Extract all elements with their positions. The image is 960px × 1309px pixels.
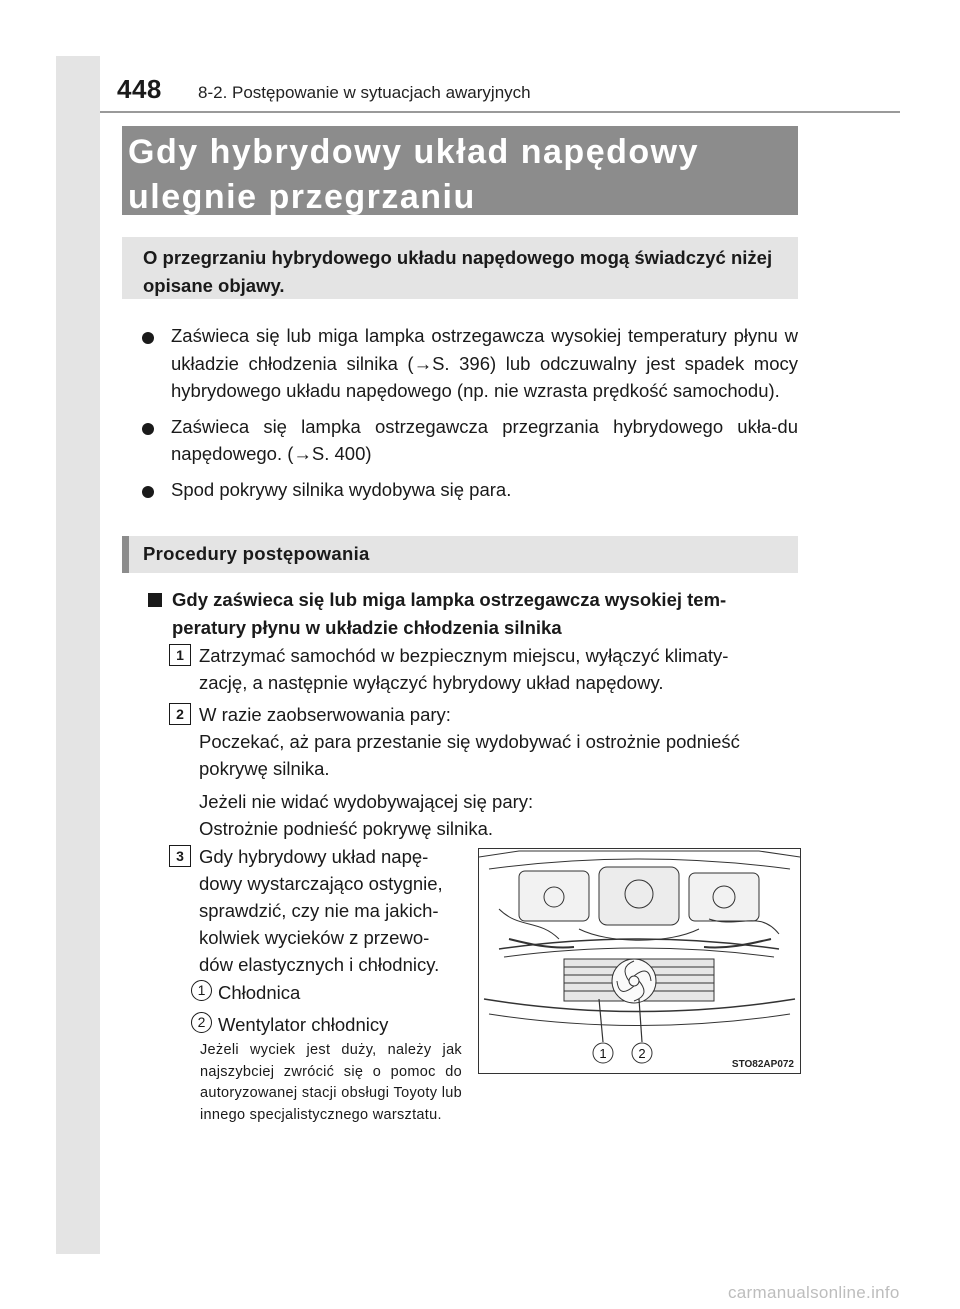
symptom-text-1: Zaświeca się lub miga lampka ostrzegawcza wysokiej temperatury płynu w układzie chłodzenia silnika (→S. 396) lub odczuwalny jest spadek mocy hybrydowego układu napędowego (np. nie wzrasta prędkość samochodu). [171, 325, 798, 401]
symptom-text-3: Spod pokrywy silnika wydobywa się para. [171, 478, 512, 500]
watermark: carmanualsonline.info [728, 1283, 900, 1302]
bullet-dot-icon [142, 332, 154, 344]
step-3-line-2: dowy wystarczająco ostygnie, [199, 873, 443, 894]
step-2-line-5: Ostrożnie podnieść pokrywę silnika. [199, 818, 494, 839]
list-item [130, 413, 798, 468]
step-3-line-3: sprawdzić, czy nie ma jakich- [199, 900, 439, 921]
figure-code: STO82AP072 [731, 1059, 794, 1070]
legend-number-1: 1 [191, 980, 212, 1001]
side-thumb-band [56, 56, 100, 1254]
step-2-line-3: pokrywę silnika. [199, 758, 330, 779]
header-divider [100, 111, 900, 113]
procedures-accent-bar [122, 536, 129, 573]
subsection-heading [148, 586, 798, 642]
intro-text: O przegrzaniu hybrydowego układu napędowego mogą świadczyć niżej opisane objawy. [143, 247, 773, 296]
step-2-line-1: W razie zaobserwowania pary: [199, 704, 451, 725]
section-breadcrumb: 8-2. Postępowanie w sytuacjach awaryjnych [198, 83, 531, 102]
step-number-2: 2 [169, 703, 191, 725]
page-title-line-2: ulegnie przegrzaniu [128, 178, 476, 216]
step-1-line-2: zację, a następnie wyłączyć hybrydowy układ napędowy. [199, 672, 664, 693]
step-number-3: 3 [169, 845, 191, 867]
symptom-list [130, 322, 798, 511]
figure-callout-2: 2 [638, 1046, 646, 1061]
symptom-text-2: Zaświeca się lampka ostrzegawcza przegrzania hybrydowego ukła-du napędowego. (→S. 400) [171, 415, 798, 464]
engine-bay-illustration [478, 848, 801, 1074]
step-2-line-4: Jeżeli nie widać wydobywającej się pary: [199, 791, 534, 812]
step-3-line-5: dów elastycznych i chłodnicy. [199, 954, 440, 975]
page-number: 448 [117, 74, 162, 104]
subsection-heading-text: Gdy zaświeca się lub miga lampka ostrzegawcza wysokiej tem-peratury płynu w układzie chłodzenia silnika [172, 589, 727, 638]
page-title-line-1: Gdy hybrydowy układ napędowy [128, 133, 699, 171]
list-item [130, 322, 798, 405]
step-number-1: 1 [169, 644, 191, 666]
legend-label-radiator-fan: Wentylator chłodnicy [218, 1014, 389, 1035]
bullet-dot-icon [142, 486, 154, 498]
step-3-line-1: Gdy hybrydowy układ napę- [199, 846, 429, 867]
leak-note: Jeżeli wyciek jest duży, należy jak najszybciej zwrócić się o pomoc do autoryzowanej stacji obsługi Toyoty lub innego specjalistycznego warsztatu. [200, 1042, 462, 1123]
square-bullet-icon [148, 593, 162, 607]
step-2-line-2: Poczekać, aż para przestanie się wydobywać i ostrożnie podnieść [199, 731, 740, 752]
step-1-line-1: Zatrzymać samochód w bezpiecznym miejscu, wyłączyć klimaty- [199, 645, 729, 666]
step-3-line-4: kolwiek wycieków z przewo- [199, 927, 430, 948]
bullet-dot-icon [142, 423, 154, 435]
page-title [128, 130, 788, 220]
legend-label-radiator: Chłodnica [218, 982, 301, 1003]
list-item [130, 476, 798, 504]
legend-number-2: 2 [191, 1012, 212, 1033]
procedures-heading: Procedury postępowania [143, 543, 370, 564]
figure-callout-1: 1 [599, 1046, 607, 1061]
engine-bay-drawing [479, 849, 800, 1073]
